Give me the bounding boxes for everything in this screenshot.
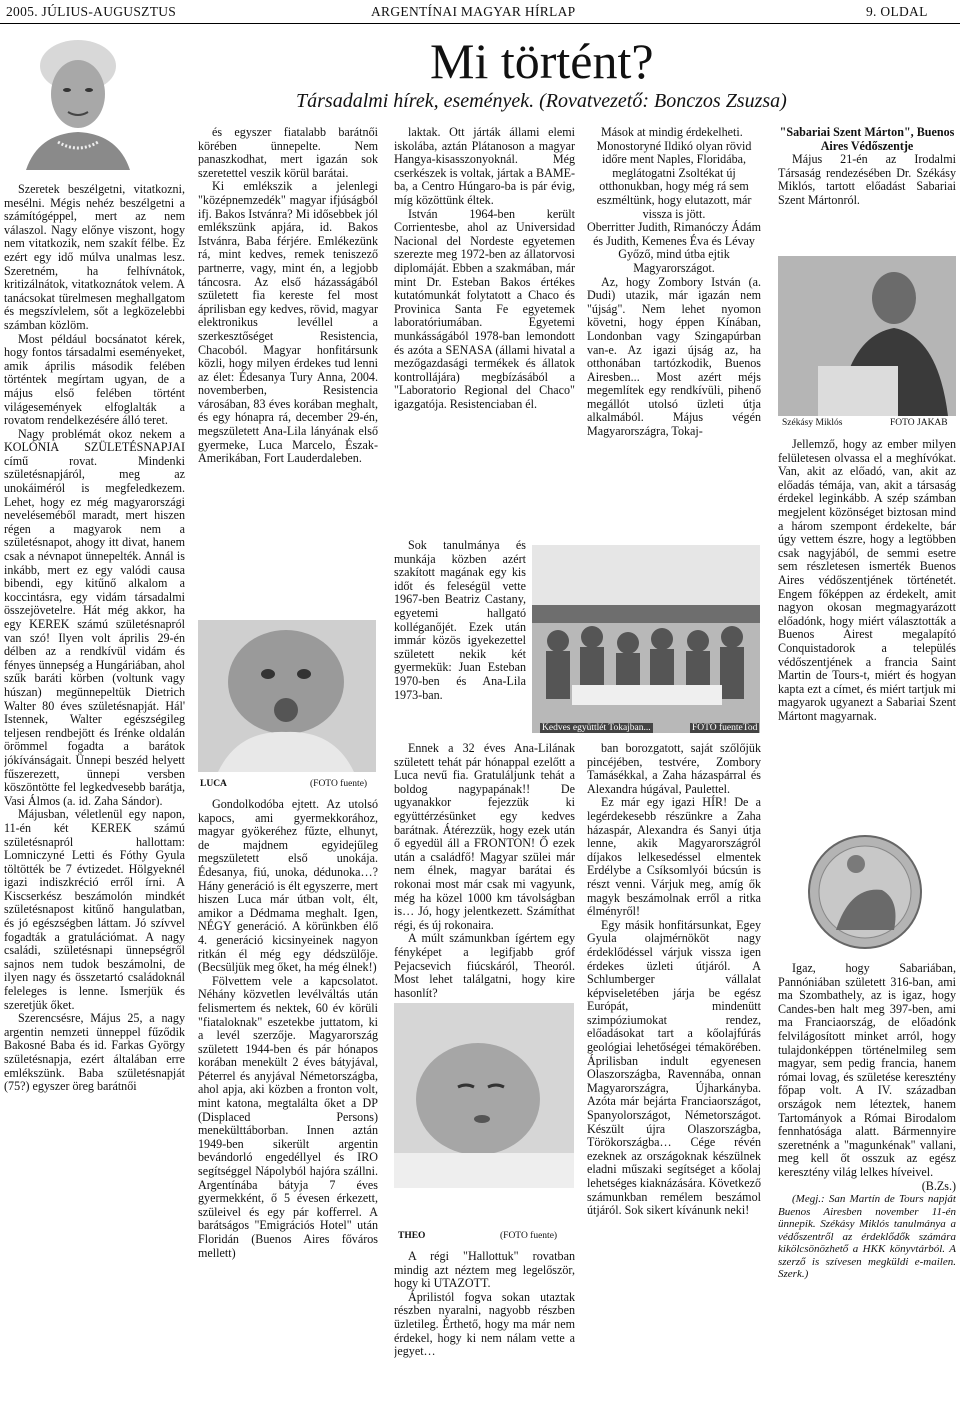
paragraph: ban borozgatott, saját szőlőjük pincéjében, testvére, Zombory Tamásékkal, a Zaha házaspárral és Alexandra húgával, Paulettel.	[587, 742, 761, 796]
caption-theo: THEO	[398, 1231, 426, 1241]
credit-szekasy: FOTO JAKAB	[890, 418, 948, 428]
issue-date: 2005. JÚLIUS-AUGUSZTUS	[6, 4, 177, 19]
page-subtitle: Társadalmi hírek, események. (Rovatvezető: Bonczos Zsuzsa)	[296, 90, 787, 112]
paragraph: István 1964-ben került Corrientesbe, ahol az Universidad Nacional del Nordeste egyetemen szerezte meg 1972-ben az állatorvosi diplomáját. Ebben a szakmában, már mint Dr. Esteban Bakos értékes kutatómunkát folytatott a Chaco és Provinica Santa Fe egyetemek laboratóriumában. Egyetemi munkásságából 1978-ban lemondott és azóta a SENASA (állami hivatal a mezőgazdasági termékek és állatok kontrollájára) megbízásából a "Laboratorio Regional del Chaco" igazgatója. Resistenciaban él.	[394, 206, 575, 411]
column-3-end	[394, 1250, 575, 1409]
column-5-top	[778, 126, 956, 256]
paragraph: Áprilistól fogva sokan utaztak részben nyaralni, nagyobb részben üzletileg. Érthető, hogy ma már nem érdekel, hogy ki nem nálam vette a jegyet…	[394, 1289, 575, 1359]
paragraph: Oberritter Judith, Rimanóczy Ádám és Judith, Kemenes Éva és Lévay Győző, mind útba ejtik Magyarországot.	[587, 220, 761, 275]
paragraph: Most például bocsánatot kérek, hogy fontos társadalmi eseményeket, amik április második felében történtek megírtam ugyan, de a május első felében történt világesemények elfoglalták a rovatom rendelkezésére álló teret.	[4, 331, 185, 428]
paragraph: és egyszer fiatalabb barátnői körében ünnepelte. Nem panaszkodhat, mert igazán sok szeretettel veszik körül barátai.	[198, 126, 378, 180]
column-1	[4, 183, 185, 1409]
paragraph: Ki emlékszik a jelenlegi "középnemzedék" magyar ifjúságból ifj. Bakos Istvánra? Mi idősebbek jól emlékszünk apjára, id. Bakos Istvánra, Baba férjére. Emlékezünk rá, mint kedves, remek teniszező partnerre, vagy, mint én, a legjobb táncosra. Az első házasságából született fia kereste fel most áprilisban egy kedves, rövid, magyar elektronikus levéllel a szerkesztőséget Resistencia, Chacoból. Magyar honfitársunk közli, hogy milyen érdekes tud lenni az élet: Édesanya Tury Anna, 2004. novemberben, Resistencia városában, 83 éves korában meghalt, és egy hónapra rá, december 29-én, megszületett Ana-Lila lányának első gyermeke, Luca Marcelo, Észak-Amerikában, Fort Lauderdaleben.	[198, 179, 378, 466]
column-3-top	[394, 126, 575, 539]
newspaper-name: ARGENTÍNAI MAGYAR HÍRLAP	[371, 4, 576, 19]
column-3-bottom	[394, 742, 575, 1002]
paragraph: laktak. Ott járták állami elemi iskolába, aztán Plátanoson a magyar Hangya-kisasszonyoknál. Még cserkészek is voltak, jártak a BAME-ba, a Centro Húngaro-ba is pár évig, míg közöttünk éltek.	[394, 126, 575, 207]
columnist-photo	[18, 38, 138, 170]
page-number: 9. OLDAL	[866, 4, 928, 19]
article-heading: "Sabariai Szent Márton", Buenos Aires Védőszentje	[779, 126, 955, 153]
paragraph: A múlt számunkban ígértem egy fényképet a legifjabb gróf Pejacsevich fiúcskáról, Theoról. Most lehet találgatni, hogy kire hasonlít?	[394, 931, 575, 1000]
column-5-bottom	[778, 962, 956, 1409]
credit-luca: (FOTO fuente)	[310, 779, 368, 789]
paragraph: Fölvettem vele a kapcsolatot. Néhány közvetlen levélváltás után felismertem és nektek, 60 év körüli "fiataloknak" eszetekbe juttatom, ki a levél szerzője. Magyarország született 1944-ben és pár hónapos korában menekült 2 éves bátyjával, Péterrel és anyjával Németországba, ahol apja, aki közben a fronton volt, mint katona, megtalálta őket a DP (Displaced Persons) menekülttáborban. Innen aztán 1949-ben sikerült argentin bevándorló engedéllyel és IRO segítséggel Nápolyból hajóra szállni. Argentínába bátyja 7 éves gyermekként, ő 5 évesen érkezett, szüleivel és egy pár kofferrel. A barátságos "Emigrációs Hotel" után Floridán (Buenos Aires főváros mellett)	[198, 973, 378, 1260]
luca-photo	[198, 620, 376, 772]
paragraph: Sok tanulmánya és munkája közben azért szakított magának egy kis időt és feleségül vette 1967-ben Beatriz Castany, egyetemi hallgató kolléganőjét. Ezek után immár közös igyekezettel született nekik két gyermekük: Juan Esteban 1970-ben és Ana-Lila 1973-ban.	[394, 539, 526, 702]
paragraph: Május 21-én az Irodalmi Társaság rendezésében Dr. Székásy Miklós, tartott előadást Sabariai Szent Mártonról.	[778, 152, 956, 207]
column-5-mid	[778, 438, 956, 816]
paragraph: A régi "Hallottuk" rovatban mindig azt néztem meg legelőször, hogy ki UTAZOTT.	[394, 1250, 575, 1291]
column-2-bottom	[198, 798, 378, 1409]
page-title: Mi történt?	[430, 33, 654, 89]
group-photo-tokaj	[532, 545, 760, 733]
credit-theo: (FOTO fuente)	[500, 1231, 558, 1241]
paragraph: Szerencsésre, Május 25, a nagy argentin nemzeti ünneppel fűződik Bakosné Baba és id. Farkas György születésnapja, ezért általában erre emlékszünk. Baba születésnapját (75?) egyszer öreg barátnői	[4, 1011, 185, 1094]
column-4-bottom	[587, 742, 761, 1409]
paragraph: Ez már egy igazi HÍR! De a legérdekesebb részünkre a Zaha házaspár, Alexandra és Sanyi útja lenne, akik Magyarországról díjakos lelkesedéssel elmentek Erdélybe a Csíksomlyói búcsún is részt venni. Várjuk meg, amíg ők magyk beszámolnak erről a ritka élményről!	[587, 795, 761, 919]
column-4-top	[587, 126, 761, 538]
credit-group: FOTO fuenteTod	[692, 723, 758, 733]
szekasy-photo	[778, 256, 956, 416]
column-2-top	[198, 126, 378, 614]
paragraph: Ennek a 32 éves Ana-Lilának született tehát pár hónappal ezelőtt a Luca nevű fia. Gratuláljunk tehát a boldog nagypapának!! De ugyanakkor fejezzük ki együttérzésünket egy kedves barátnak. Átérezzük, hogy ezek után ő egyedül áll a FRONTON! Ő ezek után a családfő! Magyar szülei már nem élnek, magyar barátai és rokonai most már csak mi vagyunk, még ha közel 1000 km távolságban is… Jó, hogy jelentkezett. Számíthat régi, és új rokonaira.	[394, 742, 575, 932]
paragraph: Egy másik honfitársunkat, Egey Gyula olajmérnököt nagy érdeklődéssel várjuk vissza igen érdekes üzleti útjáról. A Schlumberger vállalat képviseletében járja be egész Európát, mindenütt szimpóziumokat rendez, előadásokat tart a kőolajfúrás geológiai lehetőségei témakörében. Áprilisban indult egyenesen Olaszországba, Ravennába, onnan Magyarországra, Újharkányba. Azóta már bejárta Franciaországot, Spanyolországot, Németországot. Készült újra Olaszországba, Törökországba… Cége révén ezeknek az országoknak készülnek eladni műszaki segítséget a kőolaj lehetséges kiaknázására. Következő számunkban remélem beszámol útjáról. Sok sikert kívánunk neki!	[587, 917, 761, 1218]
editor-note: (Megj.: San Martín de Tours napját Buenos Airesben november 11-én ünnepik. Székásy Miklós tanulmánya a védőszentről az érdeklődők számára kikölcsönözhető a HKK könyvtárból. A szerző is szívesen megküldi e-mailen. Szerk.)	[778, 1193, 956, 1281]
header-rule	[0, 23, 960, 24]
paragraph: Mások at mindig érdekelheti.	[601, 126, 743, 139]
saint-martin-medal	[790, 830, 940, 955]
paragraph: Monostoryné Ildikó olyan rövid időre ment Naples, Floridába, meglátogatni Zsoltékat új otthonukban, hogy még rá sem eszméltünk, hogy elutazott, már vissza is jött.	[596, 138, 752, 221]
caption-szekasy: Székásy Miklós	[782, 418, 843, 428]
theo-photo	[394, 1003, 574, 1188]
paragraph: Jellemző, hogy az ember milyen felületesen olvassa el a meghívókat. Van, akit az előadó, van, akit az előadás témája, van, akit a társaság érdekel leginkább. A szép számban megjelent közönséget biztosan mind a három szempont érdekelte, bár úgy vettem észre, hogy a legtöbben csak nagyjából, de semmi esetre sem részletesen ismerték Buenos Aires védőszentjének történetét. Engem főképpen az érdekelt, amit nagyon okosan megmagyarázott előadónk, hogy miért választották a Buenos Airest megalapító Conquistadorok a település védőszentjének a francia Saint Martin de Tours-t, miért és hogyan kapta ezt a címet, és miért tartjuk mi magyarok ugyanezt a Sabariai Szent Mártont magyarnak.	[778, 438, 956, 723]
paragraph: Igaz, hogy Sabariában, Pannóniában született 316-ban, ami ma Szombathely, az is igaz, hogy Candes-ben halt meg 397-ben, ami ma Franciaország, de előadónk felvilágosított minket arról, hogy tulajdonképpen történelmileg sem magyar, sem pedig francia, hanem római lovag, és születése keresztény főpap volt. A IV. században országok nem léteztek, hanem Tartományok a Római Birodalom fennhatósága alatt. Bármennyire szeretnénk a "magunkénak" vallani, meg kell őt osszuk az egész keresztény világ lelkes híveivel.	[778, 962, 956, 1179]
caption-luca: LUCA	[200, 779, 227, 789]
caption-group: Kedves együttlét Tokajban...	[542, 723, 651, 733]
author-signature: (B.Zs.)	[921, 1178, 956, 1193]
paragraph: Gondolkodóba ejtett. Az utolsó kapocs, ami gyermekkorához, magyar gyökeréhez fűzte, elhunyt, de majdnem egyidejűleg megszületett első unokája. Édesanya, fiú, unoka, dédunoka…? Hány generáció is élt egyszerre, mert hiszen Luca már útban volt, élt, amikor a Dédmama meghalt. Igen, NÉGY generáció. A körünkben élő 4. generáció kicsinyeinek nagyon ritkán él még egy dédszülője. (Becsüljük meg őket, ha még élnek!)	[198, 798, 378, 975]
paragraph: Az, hogy Zombory István (a. Dudi) utazik, már igazán nem "újság". Nem lehet nyomon követni, hogy éppen Kínában, Londonban vagy Szingapúrban van-e. Az igazi újság az, ha otthonában tartózkodik, Buenos Airesben... Most azért méjs megemlítek egy rendkívüli, pihenő megállót utolsó üzleti útja alkalmából. Május végén Magyarországra, Tokaj-	[587, 274, 761, 439]
paragraph: Májusban, véletlenül egy napon, 11-én két KEREK számú születésnapról hallottam: Lomniczyné Letti és Fóthy Gyula töltötték be 7 évtizedet. Hölgyeknél igazi indiszkréció erről írni. A Kiscserkész beszámolón mindkét születésnapost kitűnő hangulatban, és jó egészségben láttam. Jó szívvel fogadták a gratulációmat. A nagy családi, születésnapi ünnepségről sajnos nem tudok beszámolni, de ilyen nagy és összetartó családoknál feleleges is lenne. Ismerjük és szeretjük őket.	[4, 807, 185, 1012]
paragraph: Nagy problémát okoz nekem a KOLÓNIA SZÜLETÉSNAPJAI című rovat. Mindenki születésnapjáról, meg az unokáiméról is megfeledkezem. Lehet, hogy ez még magyarországi neveléseméből maradt, mert hiszen régen a magyarok nem a születésnapot, ahogy itt divat, hanem csak a névnapot ünnepelték. Annál is inkább, mert ez egy valódi causa bibendi, egy kitűnő alkalom a koccintásra, egy vidám társadalmi összejövetelre. Hát még akkor, ha egy KEREK számú születésnapról van szó! Ilyen volt április 29-én délben az a rendkívül vidám és fényes ünnepség a Hungáriában, ahol szűk baráti körben (voltunk vagy húszan) megünnepeltük Dietrich Walter 80 éves születésnapját. Hál' Istennek, Walter egészségileg teljesen rendbejött és Irénke oldalán örömmel fogadta a barátok jókívánságait. Ünnepi beszéd helyett fűszerezett, ünnepi versben köszöntötte fel legkedvesebb barátja, Vasi Álmos (a. id. Zaha Sándor).	[4, 426, 185, 808]
column-3-wrap	[394, 539, 526, 736]
paragraph: Szeretek beszélgetni, vitatkozni, mesélni. Mégis nehéz beszélgetni a számítógéppel, mert az nem válaszol. Nagy előnye viszont, hogy nem vitatkozik, nem szakít félbe. Ez ezért egy idő múlva unalmas lesz. Szeretném, ha felhívnátok, kritizálnátok, vitatkoznátok velem. A tanácsokat türelmesen meghallgatom és megszívlelem, sőt a legközelebbi számban közlöm.	[4, 183, 185, 332]
